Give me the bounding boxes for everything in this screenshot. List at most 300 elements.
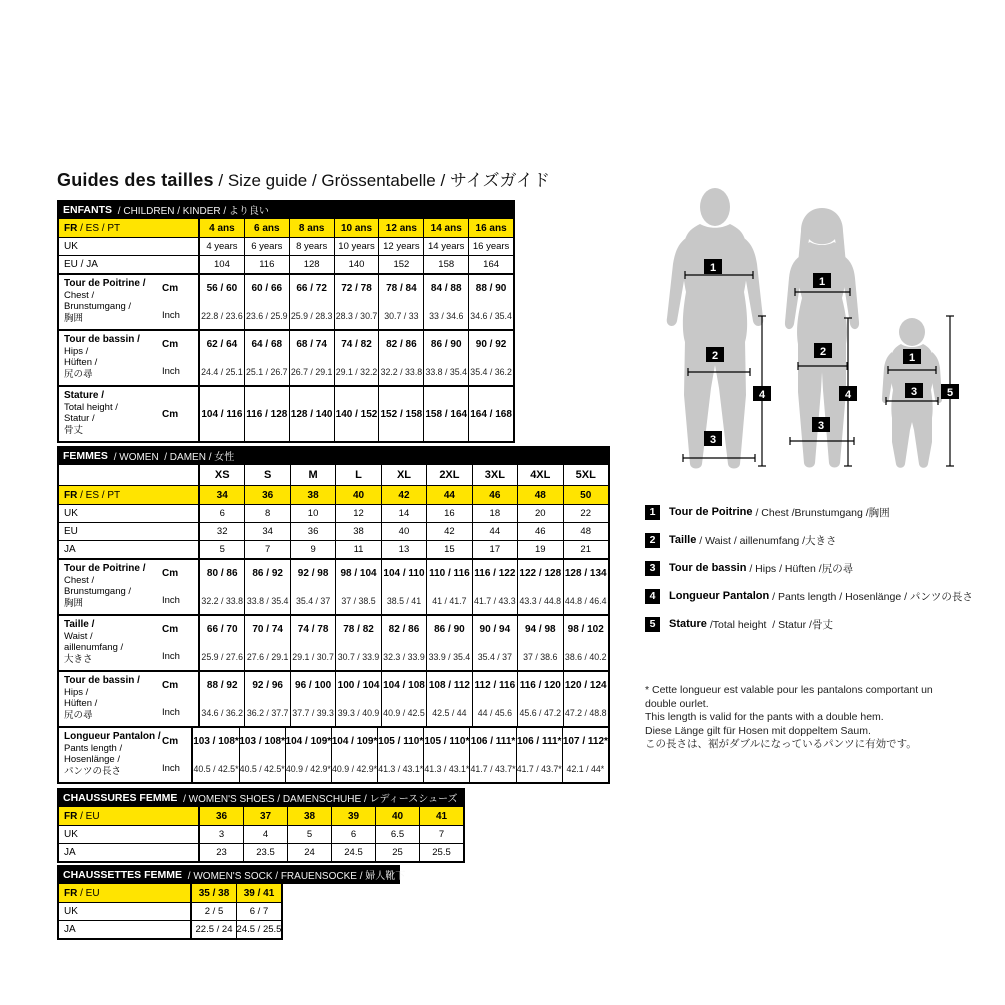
size-cell: 39 xyxy=(331,807,375,825)
svg-text:1: 1 xyxy=(709,262,717,274)
size-cell: 32 xyxy=(198,523,244,540)
size-cell: 40 xyxy=(381,523,426,540)
value-cell: 41.7 / 43.3 xyxy=(472,587,517,614)
fr-size-row xyxy=(59,807,463,825)
value-cell: 41 / 41.7 xyxy=(426,587,471,614)
size-cell: 140 xyxy=(334,256,379,273)
value-cell: 42.5 / 44 xyxy=(426,699,471,726)
row-label-bold: FR xyxy=(64,222,78,234)
value-cell: 25.9 / 27.6 xyxy=(198,643,244,670)
row-label-line: Statur / xyxy=(64,413,95,424)
table-header-title: CHAUSSURES FEMME xyxy=(63,791,178,804)
value-cell: 28.3 / 30.7 xyxy=(334,302,379,329)
row-label xyxy=(59,275,198,329)
size-cell: 8 xyxy=(244,505,289,522)
size-cell: 24.5 / 25.5 xyxy=(236,921,281,938)
unit-label: Cm xyxy=(162,568,179,579)
size-cell: 36 xyxy=(244,486,289,504)
row-label-line: 骨丈 xyxy=(64,424,84,436)
size-cell: 3 xyxy=(198,826,243,843)
inch-subrow xyxy=(191,755,608,782)
value-cell: 33.8 / 35.4 xyxy=(423,358,468,385)
row-label-line: Tour de bassin / xyxy=(64,675,140,686)
svg-text:5: 5 xyxy=(946,387,954,399)
size-cell: S xyxy=(244,465,289,485)
value-cell: 33 / 34.6 xyxy=(423,302,468,329)
table-header-bar xyxy=(57,865,406,884)
size-cell: 104 xyxy=(198,256,244,273)
unit-label: Inch xyxy=(162,651,180,662)
value-cell: 104 / 110 xyxy=(381,560,426,587)
size-guide-column xyxy=(57,166,617,940)
value-cell: 128 / 140 xyxy=(289,387,334,441)
svg-text:3: 3 xyxy=(709,434,717,446)
size-cell: 50 xyxy=(563,486,608,504)
legend-label-translations: / Chest /Brunstumgang /胸囲 xyxy=(752,506,890,519)
measurement-values xyxy=(198,672,608,726)
svg-text:2: 2 xyxy=(819,346,827,358)
row-label-line: 胸囲 xyxy=(64,597,84,609)
value-cell: 37 / 38.6 xyxy=(517,643,562,670)
measurement-row xyxy=(59,329,513,385)
value-cell: 88 / 90 xyxy=(468,275,513,302)
size-cell: 21 xyxy=(563,541,608,558)
row-label-text: / EU xyxy=(77,810,100,822)
fr-size-row xyxy=(59,485,608,504)
silhouettes-graphic xyxy=(640,180,1000,480)
row-label-line: 尻の尋 xyxy=(64,368,93,380)
row-label-text: UK xyxy=(64,906,78,917)
size-cell: 10 years xyxy=(334,238,379,255)
unit-label: Cm xyxy=(162,408,179,420)
size-cell: 38 xyxy=(335,523,380,540)
measurement-row xyxy=(59,726,608,782)
value-cell: 74 / 82 xyxy=(334,331,379,358)
page-title xyxy=(57,166,617,191)
size-cell: 24.5 xyxy=(331,844,375,861)
legend-number-chip: 5 xyxy=(645,617,660,632)
value-cell: 64 / 68 xyxy=(244,331,289,358)
row-label xyxy=(59,331,198,385)
value-cell: 158 / 164 xyxy=(423,387,468,441)
row-label-line: Brunstumgang / xyxy=(64,301,132,312)
value-cell: 78 / 82 xyxy=(335,616,380,643)
unit-label: Inch xyxy=(162,366,180,377)
size-cell: M xyxy=(290,465,335,485)
row-label xyxy=(59,219,198,237)
value-cell: 103 / 108* xyxy=(239,728,285,755)
table-body xyxy=(57,807,465,863)
value-cell: 107 / 112* xyxy=(562,728,608,755)
size-cell: 5XL xyxy=(563,465,608,485)
value-cell: 164 / 168 xyxy=(468,387,513,441)
inch-subrow xyxy=(198,643,608,670)
footnote-line-en: This length is valid for the pants with a double hem. xyxy=(645,711,884,723)
footnote-line-fr: * Cette longueur est valable pour les pantalons comportant un double ourlet. xyxy=(645,684,933,710)
value-cell: 38.5 / 41 xyxy=(381,587,426,614)
legend-item-waist xyxy=(645,526,973,554)
value-cell: 56 / 60 xyxy=(198,275,244,302)
value-cell: 98 / 104 xyxy=(335,560,380,587)
row-label xyxy=(59,387,198,441)
size-row xyxy=(59,825,463,843)
legend-item-chest xyxy=(645,498,973,526)
size-cell: 19 xyxy=(517,541,562,558)
row-label-bold: FR xyxy=(64,810,78,822)
row-label xyxy=(59,465,198,485)
row-label xyxy=(59,826,198,843)
value-cell: 32.2 / 33.8 xyxy=(198,587,244,614)
value-cell: 60 / 66 xyxy=(244,275,289,302)
footnote-line-de: Diese Länge gilt für Hosen mit doppeltem Saum. xyxy=(645,724,871,737)
row-label-line: Chest / xyxy=(64,574,95,586)
row-label-text: / ES / PT xyxy=(77,489,121,501)
size-letters-row xyxy=(59,465,608,485)
size-cell: 6 xyxy=(331,826,375,843)
table-chaussures-femme xyxy=(57,788,465,863)
value-cell: 24.4 / 25.1 xyxy=(198,358,244,385)
value-cell: 110 / 116 xyxy=(426,560,471,587)
size-cell: 40 xyxy=(335,486,380,504)
value-cell: 42.1 / 44* xyxy=(562,755,608,782)
size-cell: 128 xyxy=(289,256,334,273)
inch-subrow xyxy=(198,302,513,329)
row-label xyxy=(59,541,198,558)
svg-text:3: 3 xyxy=(910,386,918,398)
value-cell: 105 / 110* xyxy=(423,728,469,755)
size-cell: 46 xyxy=(472,486,517,504)
value-cell: 47.2 / 48.8 xyxy=(563,699,608,726)
cm-subrow xyxy=(198,387,513,441)
value-cell: 62 / 64 xyxy=(198,331,244,358)
measurement-values xyxy=(198,560,608,614)
row-label-bold: FR xyxy=(64,489,78,501)
size-cell: 42 xyxy=(381,486,426,504)
unit-labels xyxy=(162,672,180,726)
fr-size-row xyxy=(59,884,281,902)
value-cell: 104 / 109* xyxy=(285,728,331,755)
value-cell: 152 / 158 xyxy=(378,387,423,441)
row-label-text: / ES / PT xyxy=(77,222,121,234)
row-label-line: Hüften / xyxy=(64,698,98,709)
legend-item-stature xyxy=(645,610,973,638)
size-cell: 14 years xyxy=(423,238,468,255)
value-cell: 41.3 / 43.1* xyxy=(377,755,423,782)
row-label-bold: FR xyxy=(64,887,78,899)
value-cell: 35.4 / 36.2 xyxy=(468,358,513,385)
legend-number-chip: 4 xyxy=(645,589,660,604)
row-label-line: Waist / xyxy=(64,630,93,642)
value-cell: 78 / 84 xyxy=(378,275,423,302)
row-label-line: 胸囲 xyxy=(64,312,84,324)
size-cell: 11 xyxy=(335,541,380,558)
value-cell: 90 / 94 xyxy=(472,616,517,643)
value-cell: 66 / 72 xyxy=(289,275,334,302)
value-cell: 80 / 86 xyxy=(198,560,244,587)
size-cell: 4XL xyxy=(517,465,562,485)
value-cell: 25.1 / 26.7 xyxy=(244,358,289,385)
value-cell: 40.5 / 42.5* xyxy=(191,755,238,782)
value-cell: 40.9 / 42.5 xyxy=(381,699,426,726)
row-label xyxy=(59,256,198,273)
legend-label: Stature xyxy=(669,618,707,630)
value-cell: 92 / 96 xyxy=(244,672,289,699)
svg-text:2: 2 xyxy=(711,350,719,362)
cm-subrow xyxy=(191,728,608,755)
size-row xyxy=(59,902,281,920)
row-label-line: Stature / xyxy=(64,390,105,401)
value-cell: 29.1 / 32.2 xyxy=(334,358,379,385)
size-cell: 48 xyxy=(563,523,608,540)
value-cell: 33.9 / 35.4 xyxy=(426,643,471,670)
size-cell: 24 xyxy=(287,844,331,861)
measurement-figures xyxy=(640,180,1000,480)
size-cell: 8 years xyxy=(289,238,334,255)
size-cell: 46 xyxy=(517,523,562,540)
value-cell: 108 / 112 xyxy=(426,672,471,699)
measurement-row xyxy=(59,273,513,329)
table-femmes xyxy=(57,446,610,784)
row-label xyxy=(59,238,198,255)
size-cell: 22 xyxy=(563,505,608,522)
table-header-translations: / WOMEN / DAMEN / 女性 xyxy=(110,452,235,463)
value-cell: 116 / 120 xyxy=(517,672,562,699)
row-label xyxy=(59,523,198,540)
svg-text:4: 4 xyxy=(844,389,852,401)
size-cell: 16 xyxy=(426,505,471,522)
size-cell: 6 / 7 xyxy=(236,903,281,920)
value-cell: 86 / 90 xyxy=(423,331,468,358)
legend-label: Longueur Pantalon xyxy=(669,590,770,602)
size-cell: 36 xyxy=(290,523,335,540)
legend-label-translations: / Hips / Hüften /尻の尋 xyxy=(746,562,854,575)
size-cell: XL xyxy=(381,465,426,485)
page-title-bold: Guides des tailles xyxy=(57,170,214,190)
size-cell: 8 ans xyxy=(289,219,334,237)
row-label-line: パンツの長さ xyxy=(64,765,122,777)
table-body xyxy=(57,465,610,784)
table-header-bar xyxy=(57,200,515,219)
value-cell: 103 / 108* xyxy=(191,728,238,755)
inch-subrow xyxy=(198,699,608,726)
cm-subrow xyxy=(198,275,513,302)
value-cell: 98 / 102 xyxy=(563,616,608,643)
value-cell: 100 / 104 xyxy=(335,672,380,699)
man-silhouette xyxy=(667,188,764,469)
value-cell: 30.7 / 33 xyxy=(378,302,423,329)
size-cell: 5 xyxy=(287,826,331,843)
value-cell: 41.3 / 43.1* xyxy=(423,755,469,782)
size-cell: 40 xyxy=(375,807,419,825)
size-cell: 7 xyxy=(244,541,289,558)
table-chaussettes-femme xyxy=(57,865,406,940)
value-cell: 29.1 / 30.7 xyxy=(290,643,335,670)
row-label-line: Hips / xyxy=(64,345,89,357)
size-cell: 10 xyxy=(290,505,335,522)
value-cell: 34.6 / 36.2 xyxy=(198,699,244,726)
size-cell: 10 ans xyxy=(334,219,379,237)
value-cell: 72 / 78 xyxy=(334,275,379,302)
measurement-row xyxy=(59,558,608,614)
row-label-line: Hips / xyxy=(64,686,89,698)
size-cell: 16 ans xyxy=(468,219,513,237)
row-label xyxy=(59,884,190,902)
size-cell: 36 xyxy=(198,807,243,825)
row-label-line: 大きさ xyxy=(64,653,93,665)
value-cell: 35.4 / 37 xyxy=(290,587,335,614)
row-label xyxy=(59,505,198,522)
unit-label: Inch xyxy=(162,707,180,718)
value-cell: 104 / 108 xyxy=(381,672,426,699)
value-cell: 44.8 / 46.4 xyxy=(563,587,608,614)
value-cell: 41.7 / 43.7* xyxy=(516,755,562,782)
row-label xyxy=(59,903,190,920)
value-cell: 86 / 90 xyxy=(426,616,471,643)
size-cell: XS xyxy=(198,465,244,485)
row-label xyxy=(59,560,198,614)
size-cell: 12 xyxy=(335,505,380,522)
row-label-line: Chest / xyxy=(64,289,95,301)
unit-label: Cm xyxy=(162,624,179,635)
size-cell: 2XL xyxy=(426,465,471,485)
legend-number-chip: 1 xyxy=(645,505,660,520)
size-cell: 14 xyxy=(381,505,426,522)
size-cell: 4 xyxy=(243,826,287,843)
row-label-line: Hosenlänge / xyxy=(64,754,120,765)
value-cell: 92 / 98 xyxy=(290,560,335,587)
size-cell: 34 xyxy=(244,523,289,540)
row-label xyxy=(59,728,191,782)
table-header-translations: / WOMEN'S SOCK / FRAUENSOCKE / 婦人靴下 xyxy=(185,871,406,882)
cm-subrow xyxy=(198,331,513,358)
svg-text:1: 1 xyxy=(908,352,916,364)
value-cell: 45.6 / 47.2 xyxy=(517,699,562,726)
size-cell: 152 xyxy=(378,256,423,273)
value-cell: 94 / 98 xyxy=(517,616,562,643)
value-cell: 96 / 100 xyxy=(290,672,335,699)
table-body xyxy=(57,884,283,940)
size-cell: 3XL xyxy=(472,465,517,485)
size-row xyxy=(59,504,608,522)
value-cell: 26.7 / 29.1 xyxy=(289,358,334,385)
value-cell: 44 / 45.6 xyxy=(472,699,517,726)
value-cell: 122 / 128 xyxy=(517,560,562,587)
size-cell: 2 / 5 xyxy=(190,903,236,920)
size-cell: 116 xyxy=(244,256,289,273)
measurement-values xyxy=(198,275,513,329)
row-label-line: Taille / xyxy=(64,619,95,630)
value-cell: 86 / 92 xyxy=(244,560,289,587)
value-cell: 38.6 / 40.2 xyxy=(563,643,608,670)
unit-labels xyxy=(162,616,180,670)
unit-label: Inch xyxy=(162,763,180,774)
size-cell: 42 xyxy=(426,523,471,540)
row-label-text: EU xyxy=(64,526,78,537)
size-row xyxy=(59,237,513,255)
size-row xyxy=(59,920,281,938)
size-cell: 6 years xyxy=(244,238,289,255)
table-header-translations: / WOMEN'S SHOES / DAMENSCHUHE / レディースシューズ xyxy=(180,794,458,805)
value-cell: 41.7 / 43.7* xyxy=(469,755,515,782)
value-cell: 84 / 88 xyxy=(423,275,468,302)
row-label-line: aillenumfang / xyxy=(64,642,124,653)
size-cell: 44 xyxy=(426,486,471,504)
value-cell: 30.7 / 33.9 xyxy=(335,643,380,670)
page-title-rest: / Size guide / Grössentabelle / サイズガイド xyxy=(213,171,551,190)
size-cell: 35 / 38 xyxy=(190,884,236,902)
legend-label: Tour de bassin xyxy=(669,562,747,574)
value-cell: 25.9 / 28.3 xyxy=(289,302,334,329)
row-label-line: Brunstumgang / xyxy=(64,586,132,597)
row-label-line: Total height / xyxy=(64,401,118,413)
value-cell: 32.3 / 33.9 xyxy=(381,643,426,670)
size-cell: 15 xyxy=(426,541,471,558)
legend-number-chip: 2 xyxy=(645,533,660,548)
unit-labels xyxy=(162,275,180,329)
row-label xyxy=(59,807,198,825)
unit-labels xyxy=(162,560,180,614)
value-cell: 33.8 / 35.4 xyxy=(244,587,289,614)
size-cell: 7 xyxy=(419,826,463,843)
size-cell: 12 years xyxy=(378,238,423,255)
size-row xyxy=(59,255,513,273)
unit-label: Cm xyxy=(162,680,179,691)
value-cell: 68 / 74 xyxy=(289,331,334,358)
size-cell: 38 xyxy=(290,486,335,504)
value-cell: 82 / 86 xyxy=(381,616,426,643)
size-row xyxy=(59,843,463,861)
size-cell: 5 xyxy=(198,541,244,558)
value-cell: 40.5 / 42.5* xyxy=(239,755,285,782)
unit-label: Inch xyxy=(162,595,180,606)
value-cell: 90 / 92 xyxy=(468,331,513,358)
size-cell: 23.5 xyxy=(243,844,287,861)
value-cell: 40.9 / 42.9* xyxy=(331,755,377,782)
row-label-line: Hüften / xyxy=(64,357,98,368)
row-label-line: Tour de bassin / xyxy=(64,334,140,345)
size-cell: L xyxy=(335,465,380,485)
unit-label: Cm xyxy=(162,736,179,747)
unit-labels xyxy=(162,728,180,782)
value-cell: 23.6 / 25.9 xyxy=(244,302,289,329)
size-cell: 17 xyxy=(472,541,517,558)
size-cell: 13 xyxy=(381,541,426,558)
table-header-translations: / CHILDREN / KINDER / より良い xyxy=(115,206,269,217)
size-cell: 34 xyxy=(198,486,244,504)
row-label xyxy=(59,844,198,861)
size-cell: 41 xyxy=(419,807,463,825)
size-cell: 23 xyxy=(198,844,243,861)
value-cell: 128 / 134 xyxy=(563,560,608,587)
size-cell: 20 xyxy=(517,505,562,522)
row-label xyxy=(59,486,198,504)
row-label-text: UK xyxy=(64,508,78,519)
cm-subrow xyxy=(198,672,608,699)
value-cell: 106 / 111* xyxy=(469,728,515,755)
value-cell: 116 / 122 xyxy=(472,560,517,587)
unit-labels xyxy=(162,387,178,441)
value-cell: 116 / 128 xyxy=(244,387,289,441)
row-label-text: UK xyxy=(64,829,78,840)
legend-label: Taille xyxy=(669,534,697,546)
measurement-legend xyxy=(645,498,973,638)
size-cell: 22.5 / 24 xyxy=(190,921,236,938)
measurement-values xyxy=(198,616,608,670)
cm-subrow xyxy=(198,560,608,587)
table-body xyxy=(57,219,515,443)
size-cell: 4 ans xyxy=(198,219,244,237)
table-enfants xyxy=(57,200,515,443)
